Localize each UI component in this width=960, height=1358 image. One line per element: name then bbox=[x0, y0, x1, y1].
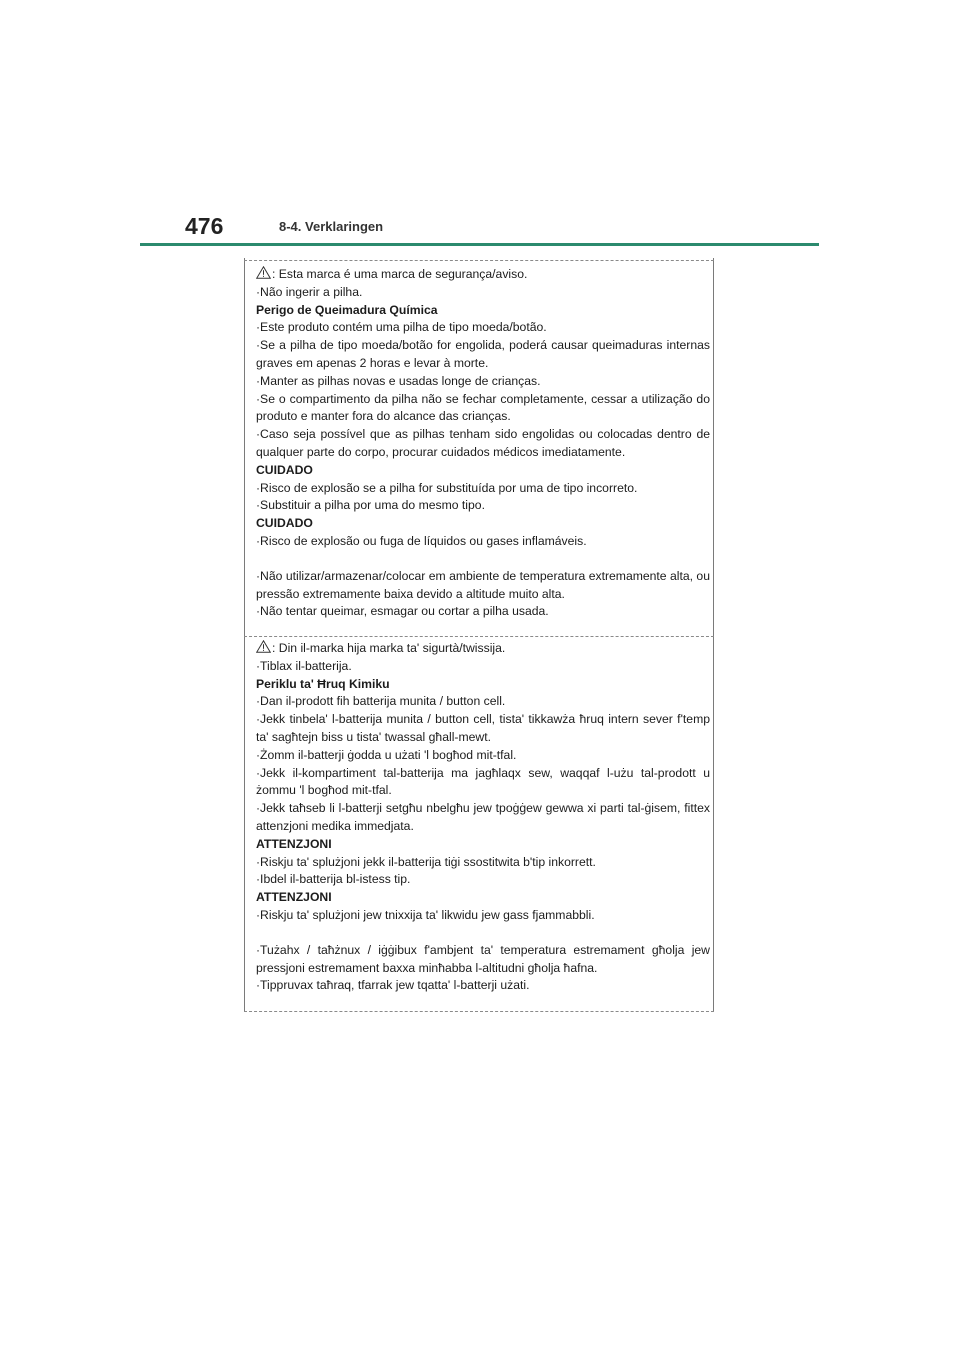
block-line: ·Riskju ta' splużjoni jew tnixxija ta' likwidu jew gass fjammabbli. bbox=[256, 907, 595, 922]
box-top-edge bbox=[244, 260, 714, 261]
box-bottom-edge bbox=[244, 1011, 714, 1012]
block-heading: CUIDADO bbox=[256, 462, 313, 477]
warning-line-text: : Din il-marka hija marka ta' sigurtà/twissija. bbox=[272, 641, 506, 655]
section-title: 8-4. Verklaringen bbox=[279, 219, 384, 234]
block-line: ·Este produto contém uma pilha de tipo moeda/botão. bbox=[256, 320, 547, 335]
block-heading: ATTENZJONI bbox=[256, 890, 332, 905]
warning-triangle-icon bbox=[256, 640, 271, 653]
block-line: ·Substituir a pilha por uma do mesmo tipo. bbox=[256, 498, 485, 513]
block-line: ·Dan il-prodott fih batterija munita / button cell. bbox=[256, 694, 506, 709]
header-rule bbox=[140, 243, 819, 246]
block-line: ·Jekk taħseb li l-batterji setgħu nbelgħu jew tpoġġew gewwa xi parti tal-ġisem, fittex attenzjoni medika immedjata. bbox=[256, 801, 710, 833]
block-line: ·Żomm il-batterji ġodda u użati 'l bogħod mit-tfal. bbox=[256, 747, 517, 762]
maltese-lines bbox=[256, 658, 710, 995]
page-header bbox=[0, 0, 960, 250]
block-heading: ATTENZJONI bbox=[256, 836, 332, 851]
block-line: ·Não utilizar/armazenar/colocar em ambiente de temperatura extremamente alta, ou pressão extremamente baixa devido a altitude muito alta. bbox=[256, 568, 710, 601]
block-line: ·Manter as pilhas novas e usadas longe de crianças. bbox=[256, 373, 541, 388]
warning-line-text: : Esta marca é uma marca de segurança/aviso. bbox=[272, 267, 528, 281]
warning-line bbox=[256, 266, 710, 284]
maltese-warning-block bbox=[256, 640, 710, 995]
spacer bbox=[256, 925, 710, 942]
block-line: ·Tużahx / taħżnux / iġġibux f'ambjent ta' temperatura estremament għolja jew pressjoni estremament baxxa minħabba l-altitudni għolja ħafna. bbox=[256, 942, 710, 975]
block-line: ·Não tentar queimar, esmagar ou cortar a pilha usada. bbox=[256, 604, 549, 619]
warning-triangle-icon bbox=[256, 266, 271, 279]
box-divider bbox=[244, 636, 714, 637]
block-line: ·Risco de explosão ou fuga de líquidos ou gases inflamáveis. bbox=[256, 533, 587, 548]
warning-line bbox=[256, 640, 710, 658]
block-line: ·Tippruvax taħraq, tfarrak jew tqatta' l-batterji użati. bbox=[256, 978, 530, 993]
spacer bbox=[256, 551, 710, 568]
block-line: ·Não ingerir a pilha. bbox=[256, 284, 363, 299]
portuguese-warning-block bbox=[256, 266, 710, 621]
block-heading: CUIDADO bbox=[256, 516, 313, 531]
block-line: ·Se a pilha de tipo moeda/botão for engolida, poderá causar queimaduras internas graves em apenas 2 horas e levar à morte. bbox=[256, 338, 710, 370]
portuguese-lines bbox=[256, 284, 710, 621]
block-line: ·Riskju ta' splużjoni jekk il-batterija tiġi ssostitwita b'tip inkorrett. bbox=[256, 854, 596, 869]
block-line: ·Jekk il-kompartiment tal-batterija ma jagħlaqx sew, waqqaf l-użu tal-prodott u żommu 'l bogħod mit-tfal. bbox=[256, 765, 710, 798]
block-line: ·Risco de explosão se a pilha for substituída por uma de tipo incorreto. bbox=[256, 480, 638, 495]
block-line: ·Jekk tinbela' l-batterija munita / button cell, tista' tikkawża ħruq intern sever f'temp ta' sagħtejn biss u tista' twassal għall-mewt. bbox=[256, 712, 710, 744]
block-line: ·Caso seja possível que as pilhas tenham sido engolidas ou colocadas dentro de qualquer parte do corpo, procurar cuidados médicos imediatamente. bbox=[256, 427, 710, 459]
block-line: ·Tiblax il-batterija. bbox=[256, 658, 352, 673]
block-line: ·Ibdel il-batterija bl-istess tip. bbox=[256, 872, 411, 887]
block-heading: Perigo de Queimadura Química bbox=[256, 302, 438, 317]
block-heading: Periklu ta' Ħruq Kimiku bbox=[256, 676, 390, 691]
page-number: 476 bbox=[185, 213, 224, 239]
block-line: ·Se o compartimento da pilha não se fechar completamente, cessar a utilização do produto e manter fora do alcance das crianças. bbox=[256, 391, 710, 424]
